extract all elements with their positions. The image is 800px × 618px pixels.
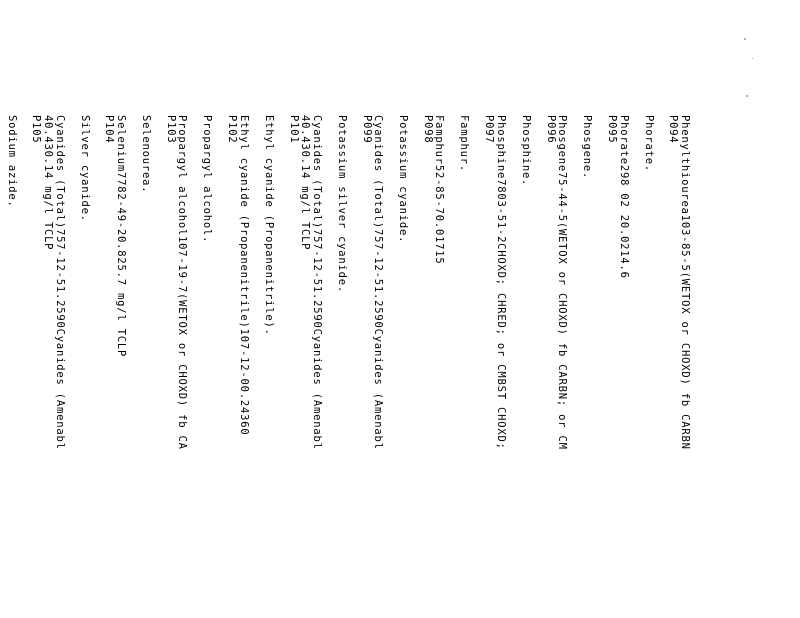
- document-entry: [5, 115, 17, 618]
- entry-line: P103: [164, 115, 177, 144]
- document-entry: [667, 115, 690, 618]
- document-entry: [458, 115, 470, 618]
- entry-line: Phorate.: [642, 115, 655, 172]
- entry-line: Sodium azide.: [5, 115, 18, 208]
- entry-line: Famphur.: [458, 115, 471, 172]
- entry-line: P104: [103, 115, 116, 144]
- entry-line: P101: [287, 115, 300, 144]
- document-entry: [396, 115, 408, 618]
- entry-line: Ethyl cyanide (Propanenitrile).: [262, 115, 275, 336]
- document-entry: [30, 115, 65, 618]
- document-entry: [335, 115, 347, 618]
- entry-line: P097: [483, 115, 496, 144]
- entry-line: Phosgene.: [581, 115, 594, 180]
- entry-line: Phosphine7803-51-2CHOXD; CHRED; or CMBST CHOXD;: [494, 115, 507, 457]
- entry-line: P099: [360, 115, 373, 144]
- document-entry: [581, 115, 593, 618]
- document-entry: [78, 115, 90, 618]
- entry-line: Silver cyanide.: [78, 115, 91, 222]
- entry-line: P098: [421, 115, 434, 144]
- entry-line: Propargyl alcohol.: [201, 115, 214, 244]
- entry-line: P102: [226, 115, 239, 144]
- document-entry: [201, 115, 213, 618]
- document-entry: [226, 115, 249, 618]
- document-entry: [605, 115, 628, 618]
- document-entry: [164, 115, 187, 618]
- entry-line: Cyanides (Total)757-12-51.2590Cyanides (Amenabl: [53, 115, 66, 450]
- entry-line: Propargyl alcohol107-19-7(WETOX or CHOXD) fb CA: [176, 115, 189, 450]
- entry-line: Cyanides (Total)757-12-51.2590Cyanides (Amenabl: [310, 115, 323, 450]
- document-entry: [139, 115, 151, 618]
- document-entry: [642, 115, 654, 618]
- entry-line: 40.430.14 mg/l TCLP: [42, 115, 55, 251]
- entry-line: Selenourea.: [139, 115, 152, 194]
- document-entry: [544, 115, 567, 618]
- document-entry: [483, 115, 506, 618]
- document-entry: [103, 115, 126, 618]
- entry-line: Selenium7782-49-20.825.7 mg/l TCLP: [115, 115, 128, 358]
- document-entry: [519, 115, 531, 618]
- entry-line: P105: [30, 115, 43, 144]
- entry-line: Phorate298 02 20.0214.6: [617, 115, 630, 279]
- entry-line: P095: [606, 115, 619, 144]
- document-entry: [360, 115, 383, 618]
- entry-line: Potassium silver cyanide.: [335, 115, 348, 294]
- document-entry: [287, 115, 322, 618]
- entry-line: P096: [544, 115, 557, 144]
- entry-line: Famphur52-85-70.01715: [433, 115, 446, 265]
- rotated-text-sheet: [5, 115, 691, 618]
- entry-line: Phosphine.: [519, 115, 532, 187]
- entry-line: Potassium cyanide.: [397, 115, 410, 244]
- entry-line: P094: [667, 115, 680, 144]
- entry-line: Cyanides (Total)757-12-51.2590Cyanides (Amenabl: [372, 115, 385, 450]
- document-entry: [421, 115, 444, 618]
- scan-speck: [746, 95, 748, 97]
- scan-speck: [744, 38, 746, 40]
- entry-line: Ethyl cyanide (Propanenitrile)107-12-00.24360: [237, 115, 250, 436]
- entry-line: Phenylthiourea103-85-5(WETOX or CHOXD) fb CARBN: [679, 115, 691, 450]
- document-entry: [262, 115, 274, 618]
- entry-line: Phosgene75-44-5(WETOX or CHOXD) fb CARBN; or CM: [556, 115, 569, 450]
- entry-line: 40.430.14 mg/l TCLP: [299, 115, 312, 251]
- scan-speck: [752, 58, 753, 59]
